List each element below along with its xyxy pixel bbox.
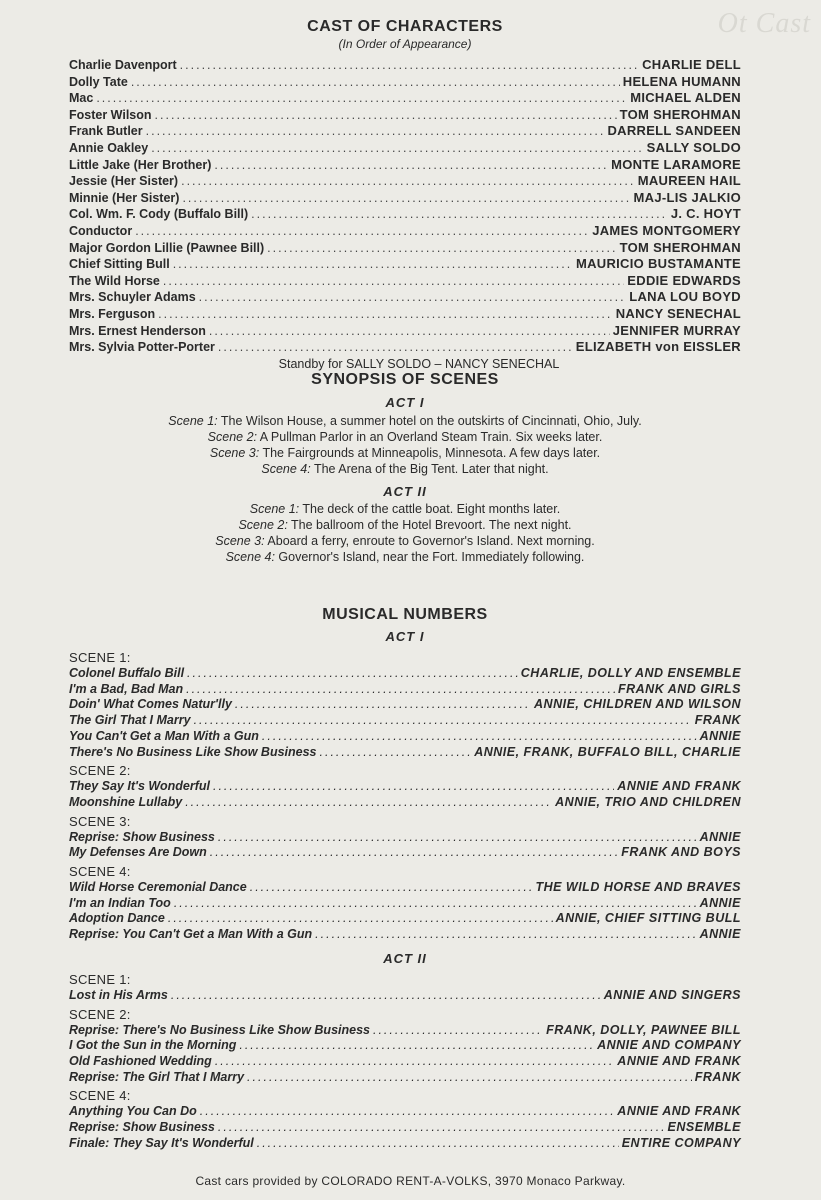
cast-row [69, 140, 741, 157]
song-title: Finale: They Say It's Wonderful [69, 1135, 254, 1150]
song-title: Reprise: There's No Business Like Show Business [69, 1022, 370, 1037]
synopsis-scene [69, 429, 741, 445]
number-row [69, 795, 741, 811]
actor-name: MICHAEL ALDEN [630, 90, 741, 106]
musical-scene-label: SCENE 1: [69, 971, 131, 987]
scene-text: The Fairgrounds at Minneapolis, Minnesota. A few days later. [262, 446, 601, 460]
song-title: There's No Business Like Show Business [69, 744, 317, 759]
performers: ANNIE [699, 829, 741, 844]
cast-row [69, 256, 741, 273]
song-title: Reprise: The Girl That I Marry [69, 1069, 245, 1084]
actor-name: CHARLIE DELL [642, 57, 741, 72]
cast-row [69, 323, 741, 340]
actor-name: SALLY SOLDO [646, 139, 741, 155]
role-name: Major Gordon Lillie (Pawnee Bill) [69, 240, 265, 255]
synopsis-scene [69, 445, 741, 461]
number-row [69, 666, 741, 682]
cast-row [69, 223, 741, 240]
watermark: Ot Cast [717, 8, 811, 39]
number-row [69, 1136, 741, 1152]
actor-name: JAMES MONTGOMERY [592, 222, 741, 238]
performers: ANNIE, CHIEF SITTING BULL [555, 911, 741, 926]
role-name: Chief Sitting Bull [69, 257, 170, 272]
number-row [69, 713, 741, 729]
song-title: My Defenses Are Down [69, 845, 207, 860]
number-row [69, 927, 741, 943]
actor-name: MAJ-LIS JALKIO [633, 189, 741, 205]
number-row [69, 988, 741, 1004]
song-title: Reprise: Show Business [69, 829, 215, 844]
song-title: Reprise: You Can't Get a Man With a Gun [69, 927, 313, 942]
actor-name: LANA LOU BOYD [629, 289, 741, 305]
performers: FRANK AND GIRLS [617, 681, 741, 696]
performers: ANNIE, CHILDREN AND WILSON [534, 697, 741, 712]
number-row [69, 1023, 741, 1039]
performers: FRANK [694, 713, 741, 728]
role-name: Charlie Davenport [69, 58, 177, 72]
cast-row [69, 123, 741, 140]
cast-title: CAST OF CHARACTERS [307, 18, 503, 35]
synopsis-scene [69, 501, 741, 517]
scene-text: The deck of the cattle boat. Eight months later. [302, 502, 561, 516]
role-name: Conductor [69, 223, 133, 238]
cast-row [69, 157, 741, 174]
performers: ANNIE AND COMPANY [597, 1038, 741, 1053]
cast-row [69, 57, 741, 74]
number-row [69, 845, 741, 861]
song-title: Lost in His Arms [69, 987, 168, 1002]
cast-row [69, 289, 741, 306]
performers: FRANK, DOLLY, PAWNEE BILL [546, 1022, 741, 1037]
scene-text: Governor's Island, near the Fort. Immediately following. [278, 550, 585, 564]
cast-row [69, 206, 741, 223]
musical-scene-label: SCENE 2: [69, 763, 131, 779]
scene-label: Scene 1: [168, 414, 218, 428]
standby-note: Standby for SALLY SOLDO – NANCY SENECHAL [278, 356, 560, 371]
scene-label: Scene 3: [209, 446, 260, 460]
synopsis-scene [69, 461, 741, 477]
scene-text: A Pullman Parlor in an Overland Steam Train. Six weeks later. [259, 430, 603, 444]
role-name: Annie Oakley [69, 140, 149, 155]
performers: ANNIE [699, 927, 741, 942]
performers: ANNIE [699, 728, 741, 743]
musical-scene-label: SCENE 4: [69, 1088, 131, 1104]
performers: CHARLIE, DOLLY AND ENSEMBLE [520, 666, 741, 680]
cast-row [69, 173, 741, 190]
role-name: Foster Wilson [69, 107, 152, 122]
actor-name: HELENA HUMANN [622, 73, 741, 89]
actor-name: ELIZABETH von EISSLER [575, 339, 741, 355]
musical-scene-label: SCENE 1: [69, 650, 131, 665]
performers: THE WILD HORSE AND BRAVES [535, 880, 741, 895]
song-title: Moonshine Lullaby [69, 794, 183, 809]
scene-text: Aboard a ferry, enroute to Governor's Island. Next morning. [267, 534, 595, 548]
cast-list [69, 57, 741, 356]
musical-scene-label: SCENE 2: [69, 1006, 131, 1022]
scene-text: The Arena of the Big Tent. Later that night. [313, 462, 549, 476]
performers: ANNIE AND FRANK [617, 1053, 741, 1068]
performers: ANNIE, FRANK, BUFFALO BILL, CHARLIE [474, 744, 741, 759]
synopsis-scene [69, 413, 741, 429]
song-title: Reprise: Show Business [69, 1120, 215, 1135]
number-row [69, 1038, 741, 1054]
musical-section [69, 606, 741, 1151]
synopsis-section [69, 371, 741, 565]
number-row [69, 1054, 741, 1070]
scene-label: Scene 2: [207, 430, 257, 444]
role-name: Col. Wm. F. Cody (Buffalo Bill) [69, 207, 249, 222]
song-title: Doin' What Comes Natur'lly [69, 697, 232, 712]
role-name: Little Jake (Her Brother) [69, 157, 212, 172]
cast-row [69, 273, 741, 290]
role-name: Mrs. Ferguson [69, 306, 156, 321]
musical-title: MUSICAL NUMBERS [322, 606, 488, 623]
song-title: You Can't Get a Man With a Gun [69, 728, 259, 743]
scene-label: Scene 1: [249, 502, 300, 516]
cast-row [69, 190, 741, 207]
synopsis-scene [69, 549, 741, 565]
performers: ANNIE AND SINGERS [603, 987, 741, 1002]
musical-act-label: ACT II [383, 950, 427, 966]
number-row [69, 1070, 741, 1086]
number-row [69, 745, 741, 761]
scene-text: The Wilson House, a summer hotel on the outskirts of Cincinnati, Ohio, July. [220, 414, 642, 428]
actor-name: DARRELL SANDEEN [607, 123, 741, 139]
synopsis-act-label: ACT II [383, 484, 427, 499]
number-row [69, 697, 741, 713]
cast-row [69, 240, 741, 257]
musical-scene-label: SCENE 3: [69, 813, 131, 829]
synopsis-act-label: ACT I [385, 395, 425, 410]
musical-scene-label: SCENE 4: [69, 864, 131, 880]
performers: ANNIE AND FRANK [617, 779, 741, 794]
number-row [69, 896, 741, 912]
role-name: Mac [69, 91, 94, 106]
song-title: The Girl That I Marry [69, 713, 191, 728]
footer-credit: Cast cars provided by COLORADO RENT-A-VOLKS, 3970 Monaco Parkway. [195, 1174, 626, 1188]
synopsis-act [69, 501, 741, 565]
performers: ENSEMBLE [667, 1120, 741, 1135]
number-row [69, 1120, 741, 1136]
actor-name: JENNIFER MURRAY [612, 322, 741, 338]
performers: FRANK [694, 1069, 741, 1084]
synopsis-scene [69, 533, 741, 549]
cast-row [69, 339, 741, 356]
song-title: Colonel Buffalo Bill [69, 666, 185, 680]
cast-row [69, 306, 741, 323]
performers: ANNIE AND FRANK [617, 1104, 741, 1119]
role-name: Mrs. Sylvia Potter-Porter [69, 340, 215, 355]
scene-text: The ballroom of the Hotel Brevoort. The next night. [291, 518, 572, 532]
performers: ANNIE [699, 895, 741, 910]
song-title: Old Fashioned Wedding [69, 1053, 212, 1068]
song-title: I'm an Indian Too [69, 895, 171, 910]
song-title: Anything You Can Do [69, 1104, 197, 1119]
song-title: They Say It's Wonderful [69, 779, 210, 794]
number-row [69, 880, 741, 896]
scene-label: Scene 4: [225, 550, 275, 564]
number-row [69, 830, 741, 846]
cast-subtitle: (In Order of Appearance) [338, 37, 472, 51]
number-row [69, 779, 741, 795]
role-name: Frank Butler [69, 124, 143, 139]
synopsis-scene [69, 517, 741, 533]
scene-label: Scene 3: [215, 534, 265, 548]
actor-name: NANCY SENECHAL [615, 305, 741, 321]
scene-label: Scene 2: [238, 518, 288, 532]
number-row [69, 1104, 741, 1120]
actor-name: TOM SHEROHMAN [619, 106, 741, 122]
role-name: Jessie (Her Sister) [69, 174, 179, 189]
song-title: I Got the Sun in the Morning [69, 1038, 237, 1053]
cast-row [69, 107, 741, 124]
cast-row [69, 74, 741, 91]
song-title: Adoption Dance [69, 911, 165, 926]
performers: FRANK AND BOYS [621, 845, 741, 860]
actor-name: J. C. HOYT [670, 206, 741, 222]
song-title: I'm a Bad, Bad Man [69, 681, 184, 696]
number-row [69, 911, 741, 927]
cast-section [69, 18, 741, 371]
actor-name: MONTE LARAMORE [611, 156, 741, 172]
performers: ENTIRE COMPANY [621, 1135, 741, 1150]
role-name: Mrs. Schuyler Adams [69, 290, 196, 305]
musical-act-label: ACT I [385, 629, 425, 644]
actor-name: MAUREEN HAIL [637, 173, 741, 189]
scene-label: Scene 4: [261, 462, 311, 476]
number-row [69, 729, 741, 745]
role-name: Minnie (Her Sister) [69, 190, 180, 205]
performers: ANNIE, TRIO AND CHILDREN [555, 794, 741, 809]
role-name: Mrs. Ernest Henderson [69, 323, 206, 338]
actor-name: TOM SHEROHMAN [619, 239, 741, 255]
actor-name: EDDIE EDWARDS [627, 272, 741, 288]
actor-name: MAURICIO BUSTAMANTE [575, 256, 741, 272]
role-name: Dolly Tate [69, 74, 128, 89]
song-title: Wild Horse Ceremonial Dance [69, 880, 247, 895]
number-row [69, 682, 741, 698]
role-name: The Wild Horse [69, 273, 160, 288]
cast-row [69, 90, 741, 107]
synopsis-title: SYNOPSIS OF SCENES [311, 371, 499, 388]
synopsis-act [69, 413, 741, 477]
